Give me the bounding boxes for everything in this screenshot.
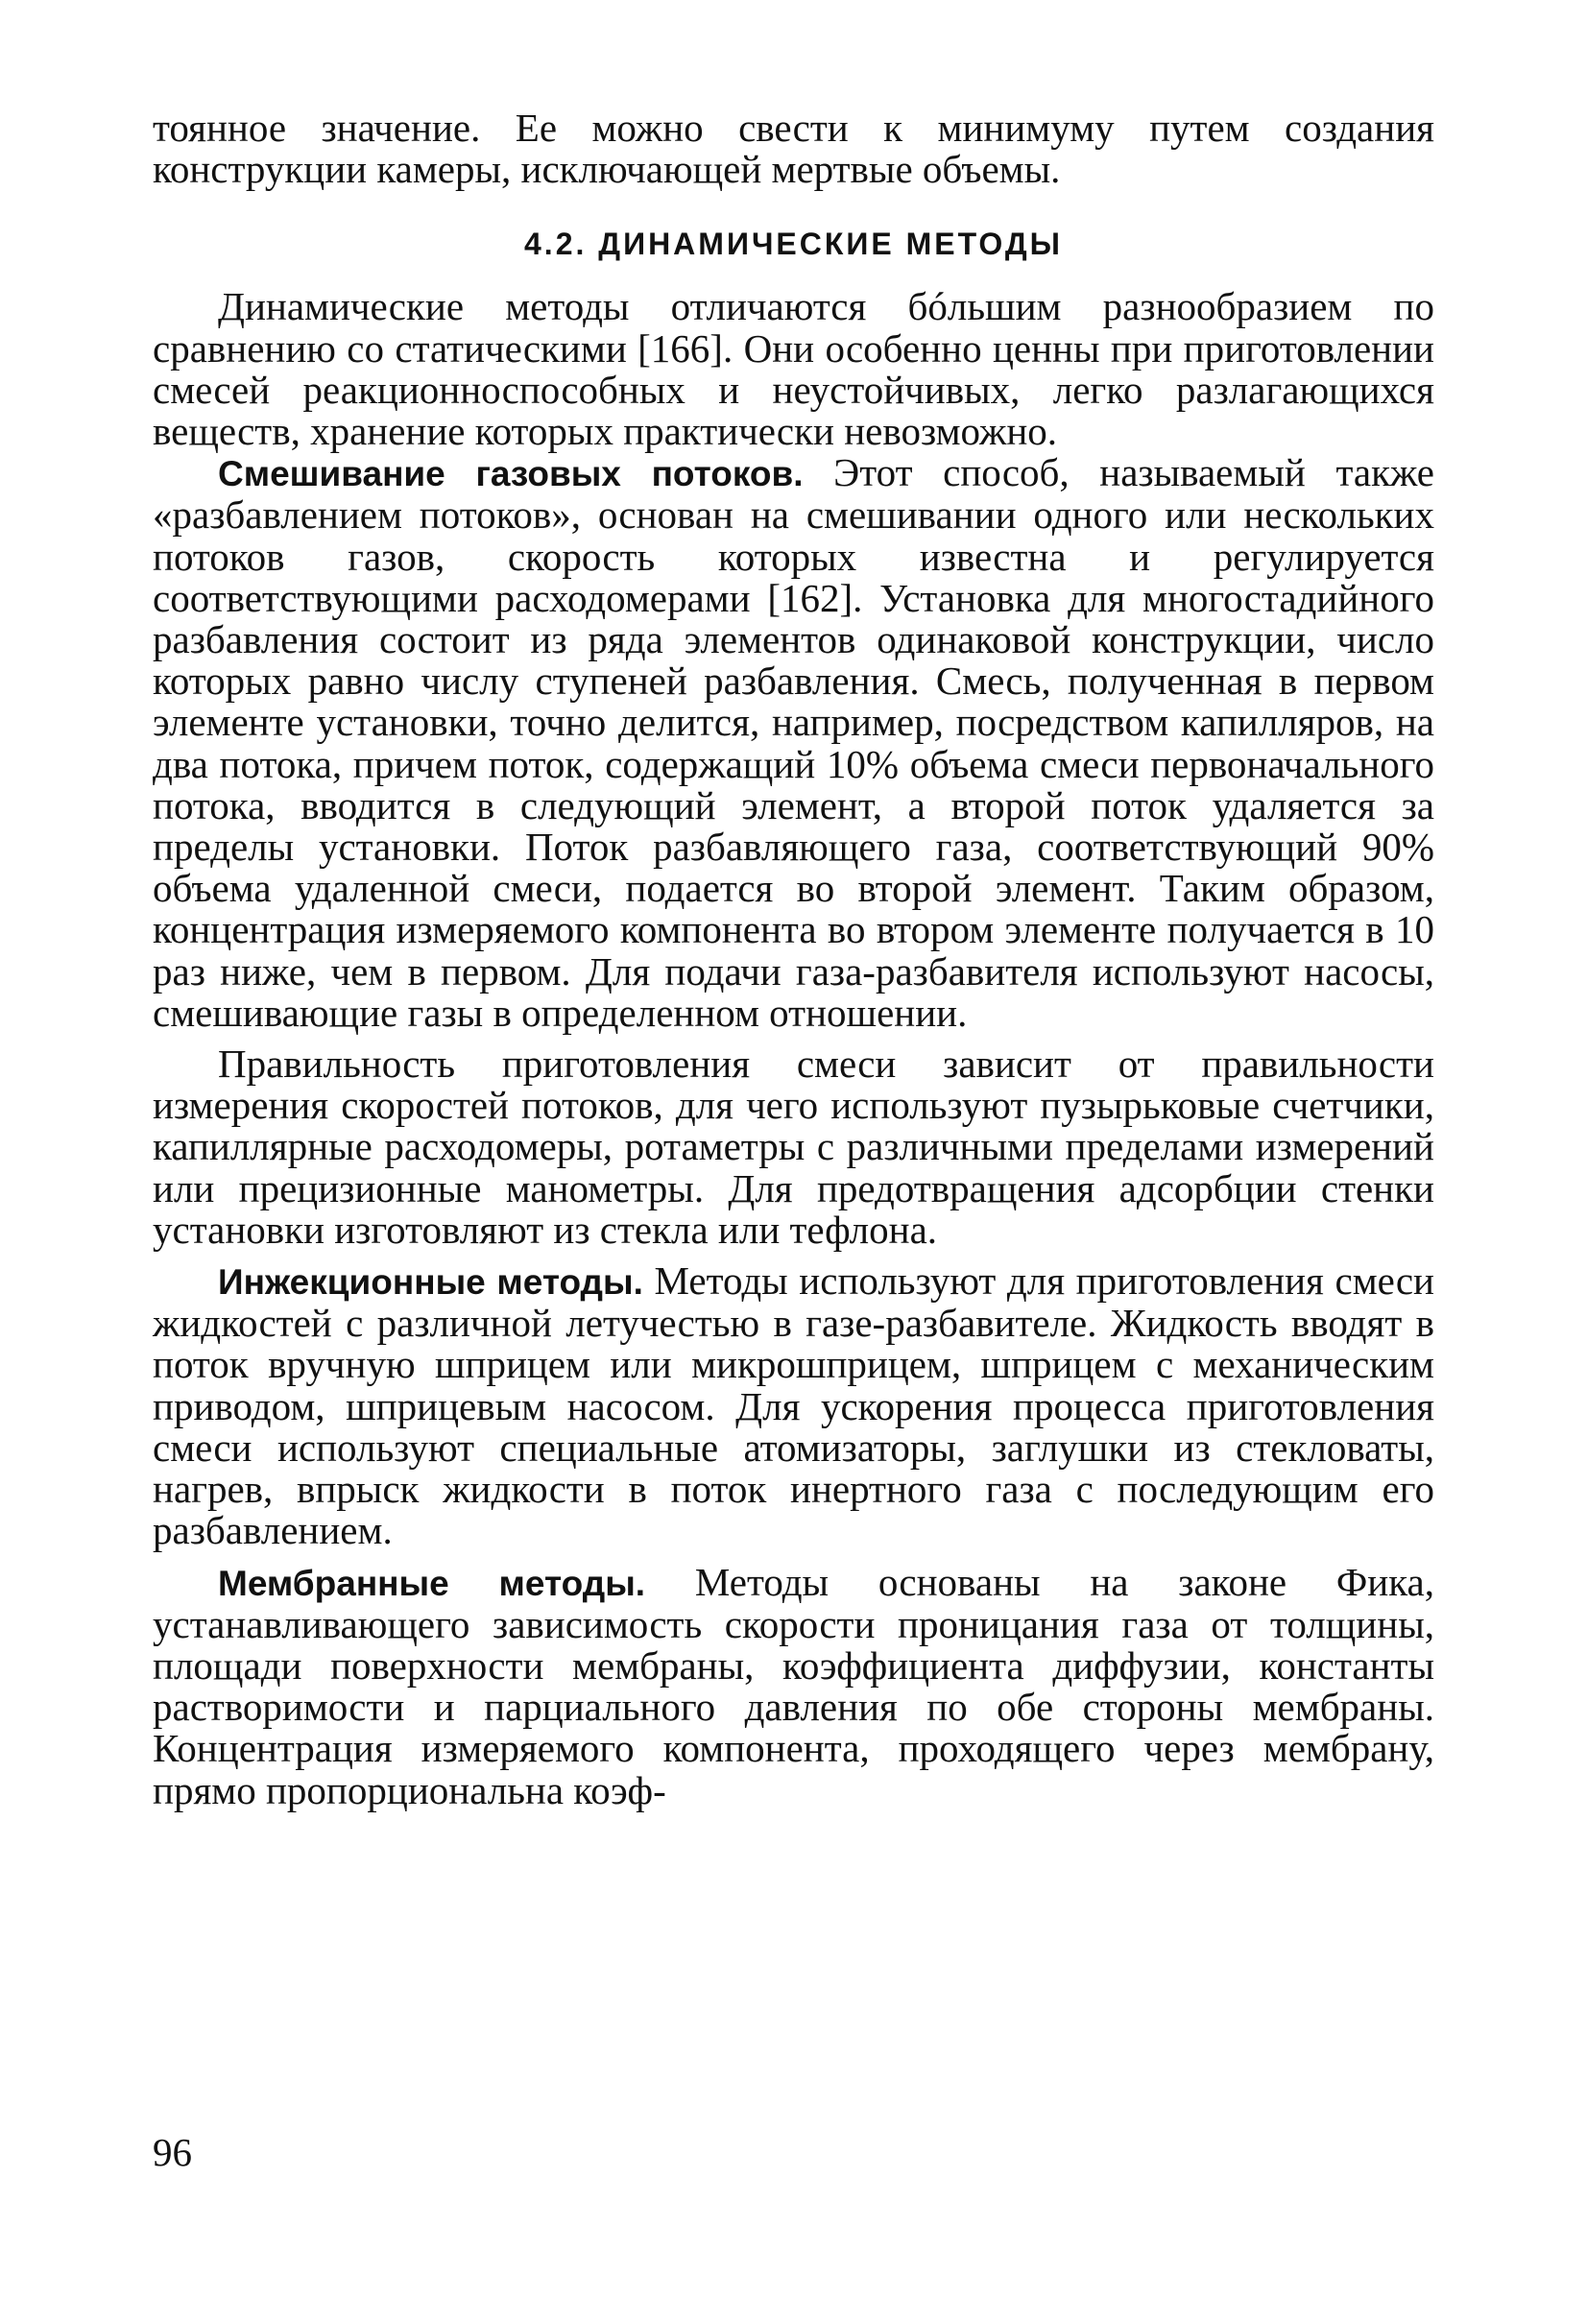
- injection-paragraph: [153, 1260, 1434, 1551]
- gas-mixing-paragraph: [153, 452, 1434, 1034]
- membrane-title: Мембранные методы.: [218, 1563, 646, 1603]
- page-body: [153, 108, 1434, 1811]
- intro-paragraph: тоянное значение. Ее можно свести к минимуму путем создания конструкции камеры, исключающей мертвые объемы.: [153, 106, 1434, 192]
- accuracy-paragraph: Правильность приготовления смеси зависит от правильности измерения скоростей потоков, для чего используют пузырьковые счетчики, капиллярные расходомеры, ротаметры с различными пределами измерений или прецизионные манометры. Для предотвращения адсорбции стенки установки изготовляют из стекла или тефлона.: [153, 1042, 1434, 1252]
- section-heading: 4.2. ДИНАМИЧЕСКИЕ МЕТОДЫ: [524, 227, 1063, 262]
- gas-mixing-text: Этот способ, называемый также «разбавлением потоков», основан на смешивании одного или нескольких потоков газов, скорость которых известна и регулируется соответствующими расходомерами [162]. Установка для многостадийного разбавления состоит из ряда элементов одинаковой конструкции, число которых равно числу ступеней разбавления. Смесь, полученная в первом элементе установки, точно делится, например, посредством капилляров, на два потока, причем поток, содержащий 10% объема смеси первоначального потока, вводится в следующий элемент, а второй поток удаляется за пределы установки. Поток разбавляющего газа, соответствующий 90% объема удаленной смеси, подается во второй элемент. Таким образом, концентрация измеряемого компонента во втором элементе получается в 10 раз ниже, чем в первом. Для подачи газа-разбавителя используют насосы, смешивающие газы в определенном отношении.: [153, 450, 1435, 1035]
- injection-title: Инжекционные методы.: [218, 1262, 643, 1303]
- membrane-text: Методы основаны на законе Фика, устанавливающего зависимость скорости проницания газа от толщины, площади поверхности мембраны, коэффициента диффузии, константы растворимости и парциального давления по обе стороны мембраны. Концентрация измеряемого компонента, проходящего через мембрану, прямо пропорциональна коэф-: [153, 1559, 1434, 1812]
- injection-text: Методы используют для приготовления смеси жидкостей с различной летучестью в газе-разбавителе. Жидкость вводят в поток вручную шприцем или микрошприцем, шприцем с механическим приводом, шприцевым насосом. Для ускорения процесса приготовления смеси используют специальные атомизаторы, заглушки из стекловаты, нагрев, впрыск жидкости в поток инертного газа с последующим его разбавлением.: [153, 1258, 1434, 1553]
- page-number: 96: [153, 2130, 192, 2174]
- membrane-paragraph: [153, 1559, 1434, 1812]
- dynamic-methods-paragraph: Динамические методы отличаются бóльшим разнообразием по сравнению со статическими [166]. Они особенно ценны при приготовлении смесей реакционноспособных и неустойчивых, легко разлагающихся веществ, хранение которых практически невозможно.: [153, 284, 1434, 454]
- gas-mixing-title: Смешивание газовых потоков.: [218, 454, 804, 494]
